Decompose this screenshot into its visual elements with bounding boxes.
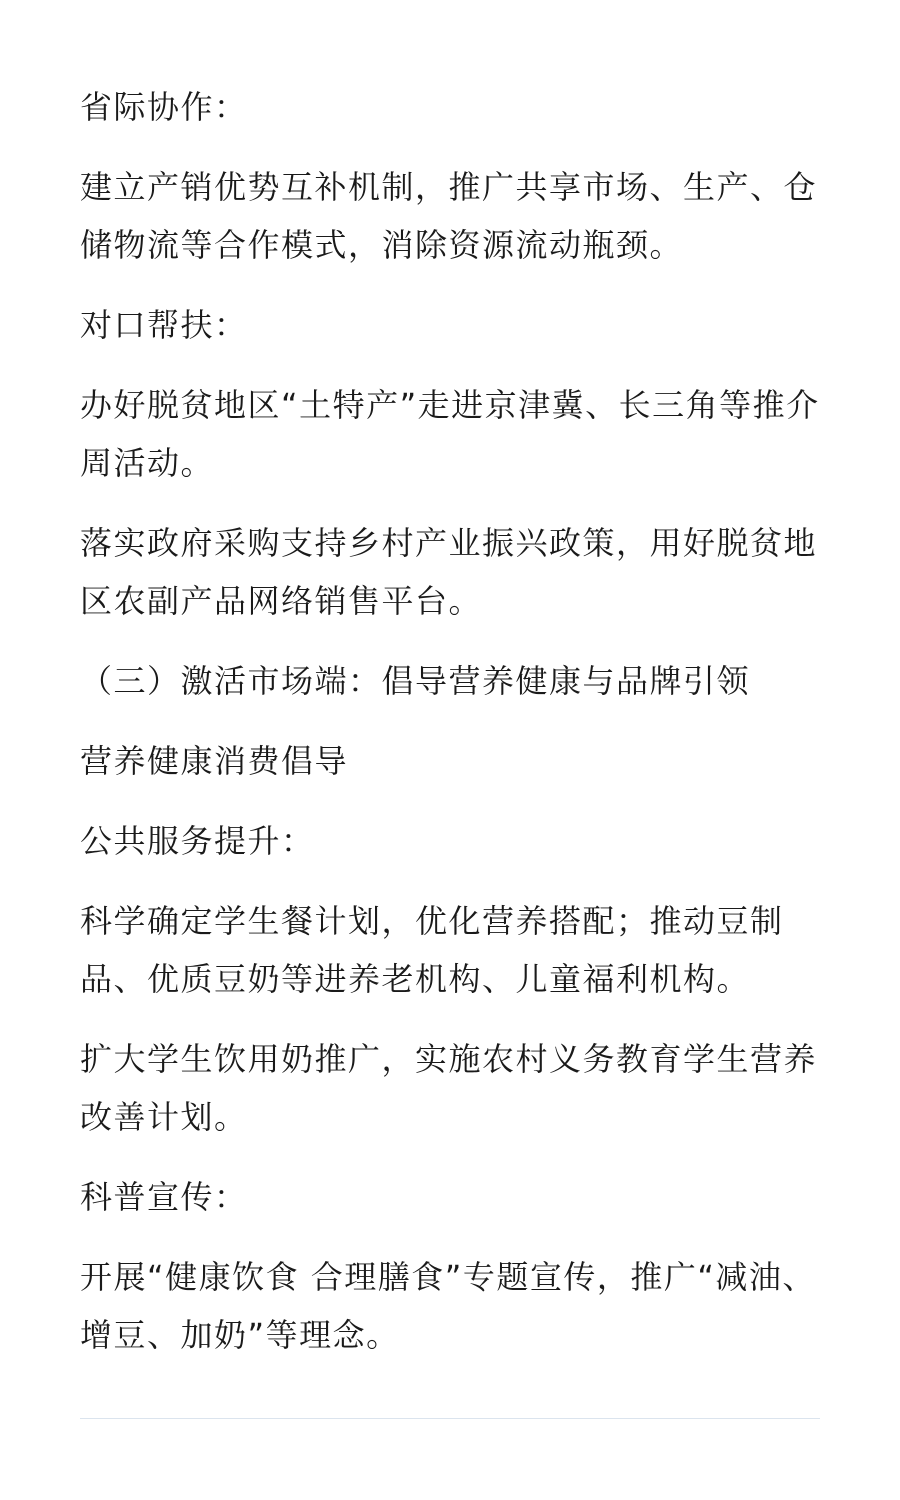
subsection-heading-nutrition: 营养健康消费倡导 [80,742,349,780]
article-body [80,78,825,1386]
section-divider [80,1418,820,1419]
subheading-public-service: 公共服务提升： [80,822,315,860]
paragraph-specialty-promotion: 办好脱贫地区“土特产”走进京津冀、长三角等推介周活动。 [80,386,820,482]
paragraph-student-meals: 科学确定学生餐计划，优化营养搭配；推动豆制品、优质豆奶等进养老机构、儿童福利机构。 [80,902,784,998]
paragraph-healthy-diet-campaign: 开展“健康饮食 合理膳食”专题宣传，推广“减油、增豆、加奶”等理念。 [80,1258,816,1354]
subheading-science-popularization: 科普宣传： [80,1178,248,1216]
subheading-pairing-assistance: 对口帮扶： [80,306,248,344]
section-heading-market: （三）激活市场端：倡导营养健康与品牌引领 [80,662,751,700]
paragraph-government-procurement: 落实政府采购支持乡村产业振兴政策，用好脱贫地区农副产品网络销售平台。 [80,524,818,620]
paragraph-student-milk: 扩大学生饮用奶推广，实施农村义务教育学生营养改善计划。 [80,1040,818,1136]
paragraph-interprovincial: 建立产销优势互补机制，推广共享市场、生产、仓储物流等合作模式，消除资源流动瓶颈。 [80,168,818,264]
subheading-interprovincial: 省际协作： [80,88,248,126]
